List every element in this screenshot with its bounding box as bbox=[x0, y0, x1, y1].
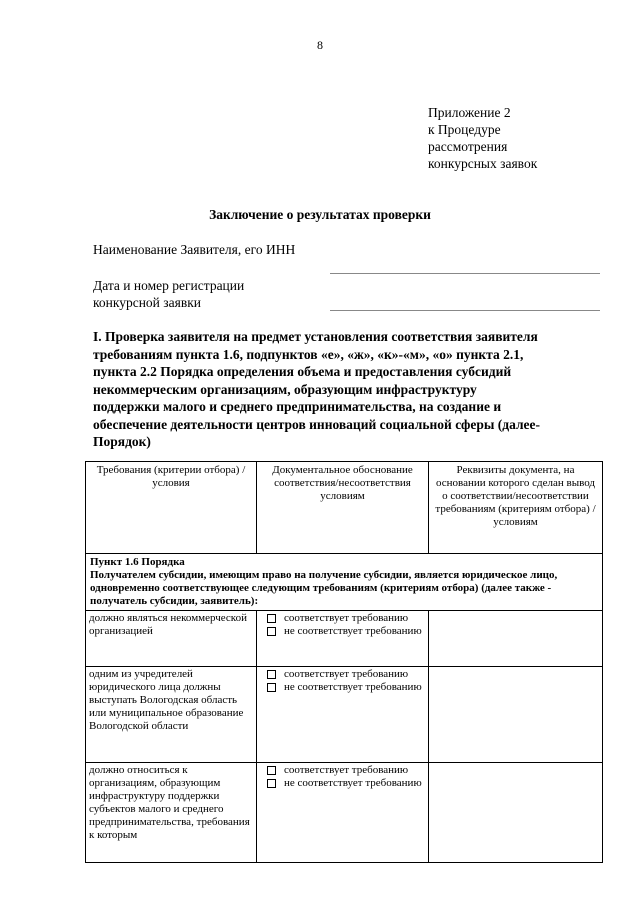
table-row bbox=[86, 611, 603, 667]
section-line: поддержки малого и среднего предпринимательства, на создание и bbox=[93, 399, 502, 414]
section-line: требованиям пункта 1.6, подпунктов «е», «ж», «к»-«м», «о» пункта 2.1, bbox=[93, 346, 524, 362]
section-line: Порядок) bbox=[93, 434, 151, 449]
details-cell[interactable] bbox=[429, 611, 603, 667]
option-label: не соответствует требованию bbox=[284, 625, 422, 637]
status-cell bbox=[257, 611, 429, 667]
requirement-text: одним из учредителей юридического лица должны выступать Вологодская область или муниципальное образование Вологодской области bbox=[89, 668, 244, 732]
option-label: соответствует требованию bbox=[284, 764, 409, 776]
annex-line: Приложение 2 bbox=[428, 105, 511, 120]
annex-line: рассмотрения bbox=[428, 139, 508, 154]
registration-label bbox=[93, 277, 244, 311]
option-label: не соответствует требованию bbox=[284, 681, 422, 693]
details-cell[interactable] bbox=[429, 667, 603, 763]
applicant-name-label: Наименование Заявителя, его ИНН bbox=[93, 242, 296, 257]
section-line: пункта 2.2 Порядка определения объема и предоставления субсидий bbox=[93, 364, 512, 379]
point-title: Пункт 1.6 Порядка bbox=[90, 556, 185, 568]
checkbox-icon[interactable] bbox=[267, 670, 276, 679]
document-title: Заключение о результатах проверки bbox=[209, 207, 431, 222]
annex-line: к Процедуре bbox=[428, 122, 501, 137]
page-number: 8 bbox=[317, 38, 323, 52]
requirement-cell bbox=[86, 763, 257, 863]
annex-reference bbox=[428, 104, 537, 172]
section-heading bbox=[93, 328, 596, 451]
annex-line: конкурсных заявок bbox=[428, 156, 538, 171]
requirements-table bbox=[85, 461, 603, 863]
status-cell bbox=[257, 667, 429, 763]
checkbox-icon[interactable] bbox=[267, 766, 276, 775]
registration-label-line: конкурсной заявки bbox=[93, 295, 201, 310]
checkbox-icon[interactable] bbox=[267, 683, 276, 692]
column-header: Документальное обоснование соответствия/несоответствия условиям bbox=[257, 462, 429, 554]
point-row bbox=[86, 554, 603, 611]
requirement-text: должно являться некоммерческой организацией bbox=[89, 612, 247, 637]
option-not-complies[interactable] bbox=[260, 777, 425, 790]
section-line: I. Проверка заявителя на предмет установления соответствия заявителя bbox=[93, 329, 538, 344]
checkbox-icon[interactable] bbox=[267, 779, 276, 788]
option-label: соответствует требованию bbox=[284, 668, 409, 680]
option-not-complies[interactable] bbox=[260, 625, 425, 638]
option-label: соответствует требованию bbox=[284, 612, 409, 624]
registration-label-line: Дата и номер регистрации bbox=[93, 278, 245, 293]
checkbox-icon[interactable] bbox=[267, 614, 276, 623]
section-line: некоммерческим организациям, образующим инфраструктуру bbox=[93, 381, 477, 397]
option-complies[interactable] bbox=[260, 764, 425, 777]
option-complies[interactable] bbox=[260, 668, 425, 681]
checkbox-icon[interactable] bbox=[267, 627, 276, 636]
requirement-text: должно относиться к организациям, образующим инфраструктуру поддержки субъектов малого и среднего предпринимательства, требования к которым bbox=[89, 764, 250, 841]
table-header-row bbox=[86, 462, 603, 554]
status-cell bbox=[257, 763, 429, 863]
applicant-name-line[interactable] bbox=[330, 273, 600, 274]
requirement-cell bbox=[86, 667, 257, 763]
column-header: Требования (критерии отбора) / условия bbox=[86, 462, 257, 554]
details-cell[interactable] bbox=[429, 763, 603, 863]
table-row bbox=[86, 763, 603, 863]
registration-line[interactable] bbox=[330, 310, 600, 311]
option-not-complies[interactable] bbox=[260, 681, 425, 694]
table-row bbox=[86, 667, 603, 763]
option-complies[interactable] bbox=[260, 612, 425, 625]
point-text: Получателем субсидии, имеющим право на получение субсидии, является юридическое лицо, одновременно соответствующее следующим требованиям (критериям отбора) (далее также - получатель субсидии, заявитель): bbox=[90, 569, 558, 607]
section-line: обеспечение деятельности центров инноваций социальной сферы (далее- bbox=[93, 416, 541, 432]
point-cell bbox=[86, 554, 603, 611]
requirement-cell bbox=[86, 611, 257, 667]
column-header: Реквизиты документа, на основании которого сделан вывод о соответствии/несоответствии требованиям (критериям отбора) /условиям bbox=[429, 462, 603, 554]
option-label: не соответствует требованию bbox=[284, 777, 422, 789]
